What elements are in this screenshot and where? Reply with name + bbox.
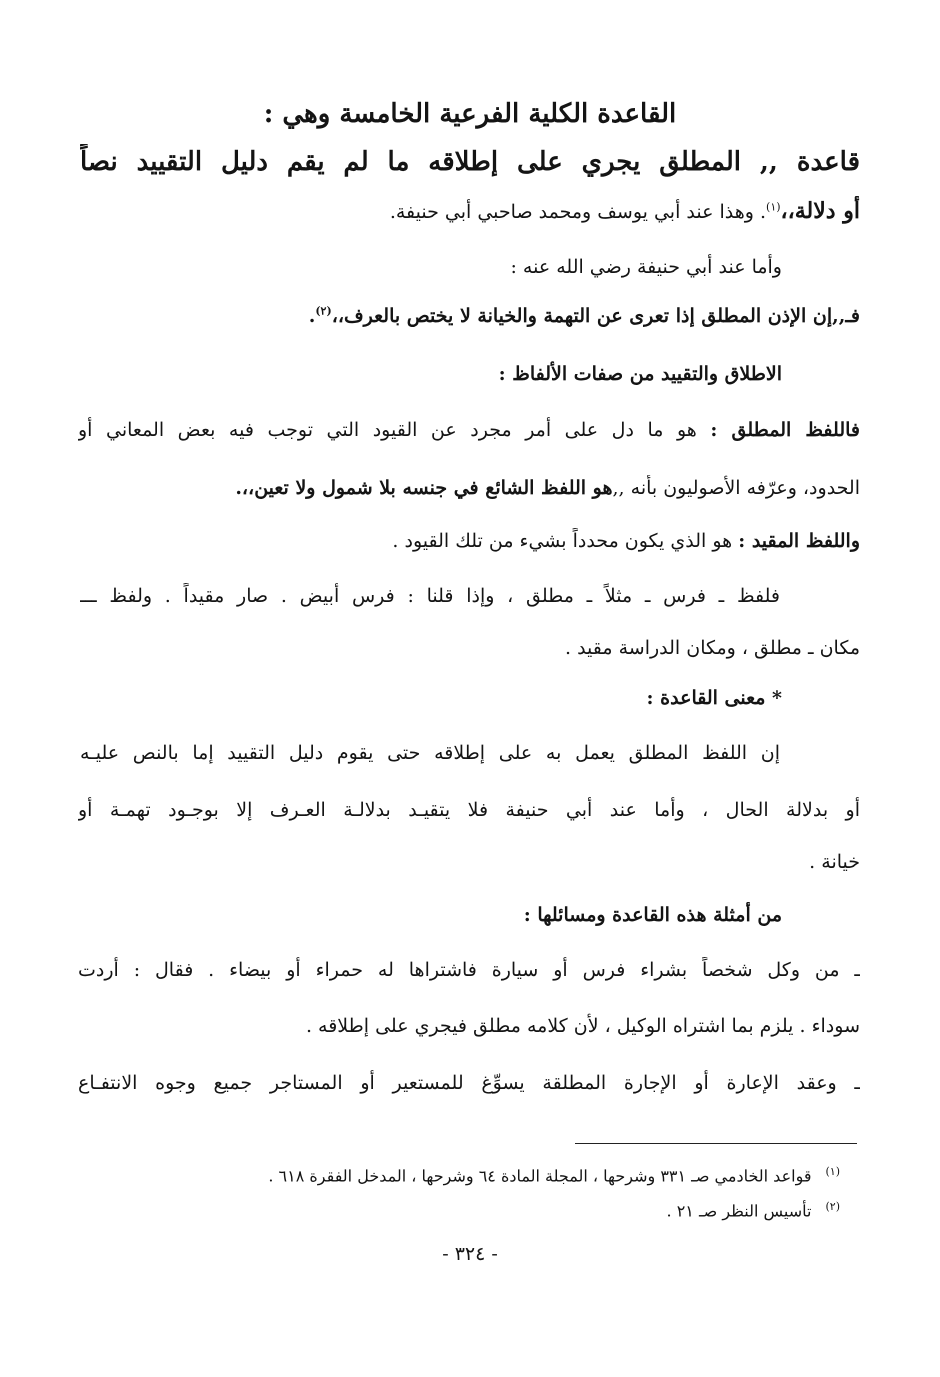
mutlaq-usuli-intro: الحدود، وعرّفه الأصوليون بأنه ,, bbox=[612, 477, 860, 499]
footnote-ref-1: (١) bbox=[766, 200, 781, 214]
abu-hanifa-rule-text: فـ,,إن الإذن المطلق إذا تعرى عن التهمة والخيانة لا يختص بالعرف،، bbox=[331, 305, 860, 327]
examples-line2: سوداء . يلزم بما اشتراه الوكيل ، لأن كلامه مطلق فيجري على إطلاقه . bbox=[305, 1015, 860, 1037]
muqayyad-definition: هو الذي يكون محدداً بشيء من تلك القيود . bbox=[392, 530, 739, 552]
example-line2: مكان ـ مطلق ، ومكان الدراسة مقيد . bbox=[564, 637, 860, 659]
mutlaq-usuli-definition: هو اللفظ الشائع في جنسه بلا شمول ولا تعين،،. bbox=[235, 477, 613, 499]
rule-text-end: أو دلالة،، bbox=[780, 198, 860, 224]
abu-hanifa-rule bbox=[78, 303, 860, 330]
mutlaq-line2 bbox=[78, 475, 860, 502]
footnote-ref-2: (٢) bbox=[315, 304, 332, 318]
abu-hanifa-intro: وأما عند أبي حنيفة رضي الله عنه : bbox=[510, 256, 782, 278]
footnote-1 bbox=[120, 1165, 840, 1185]
mutlaq-definition: هو ما دل على أمر مجرد عن القيود التي توجب فيه بعض المعاني أو bbox=[78, 419, 711, 441]
rule-attribution: . وهذا عند أبي يوسف ومحمد صاحبي أبي حنيفة. bbox=[389, 201, 767, 223]
footnote-1-text: قواعد الخادمي صـ ٣٣١ وشرحها ، المجلة المادة ٦٤ وشرحها ، المدخل الفقرة ٦١٨ . bbox=[268, 1166, 812, 1186]
mutlaq-line1 bbox=[78, 417, 860, 444]
meaning-line3: خيانة . bbox=[809, 851, 860, 873]
footnote-2-number: (٢) bbox=[825, 1200, 840, 1213]
meaning-line1: إن اللفظ المطلق يعمل به على إطلاقه حتى يقوم دليل التقييد إما بالنص عليـه bbox=[80, 742, 780, 764]
examples-line3: ـ وعقد الإعارة أو الإجارة المطلقة يسوِّغ للمستعير أو المستاجر جميع وجوه الانتفـاع bbox=[78, 1072, 860, 1094]
examples-line1: ـ من وكل شخصاً بشراء فرس أو سيارة فاشتراها له حمراء أو بيضاء . فقال : أردت bbox=[78, 959, 860, 981]
footnote-divider bbox=[575, 1143, 857, 1144]
rule-text-line1: قاعدة ,, المطلق يجري على إطلاقه ما لم يقم دليل التقييد نصاً bbox=[80, 147, 860, 177]
meaning-line2: أو بدلالة الحال ، وأما عند أبي حنيفة فلا يتقيـد بدلالـة العـرف إلا بوجـود تهمـة أو bbox=[78, 799, 860, 821]
examples-heading: من أمثلة هذه القاعدة ومسائلها : bbox=[523, 904, 782, 926]
footnote-2-text: تأسيس النظر صـ ٢١ . bbox=[666, 1201, 812, 1221]
example-line1: فلفظ ـ فرس ـ مثلاً ـ مطلق ، وإذا قلنا : فرس أبيض . صار مقيداً . ولفظ ـــ bbox=[80, 585, 780, 607]
footnote-1-number: (١) bbox=[825, 1165, 840, 1178]
rule-heading: القاعدة الكلية الفرعية الخامسة وهي : bbox=[263, 99, 677, 129]
muqayyad-line bbox=[78, 528, 860, 555]
page-number: - ٣٢٤ - bbox=[442, 1243, 498, 1265]
rule-text-line2 bbox=[78, 196, 860, 227]
footnote-2 bbox=[120, 1200, 840, 1220]
abu-hanifa-rule-end: . bbox=[308, 305, 316, 327]
mutlaq-term: فاللفظ المطلق : bbox=[710, 419, 860, 441]
section-heading: الاطلاق والتقييد من صفات الألفاظ : bbox=[498, 363, 782, 385]
meaning-heading: * معنى القاعدة : bbox=[646, 687, 782, 709]
muqayyad-term: واللفظ المقيد : bbox=[738, 530, 860, 552]
